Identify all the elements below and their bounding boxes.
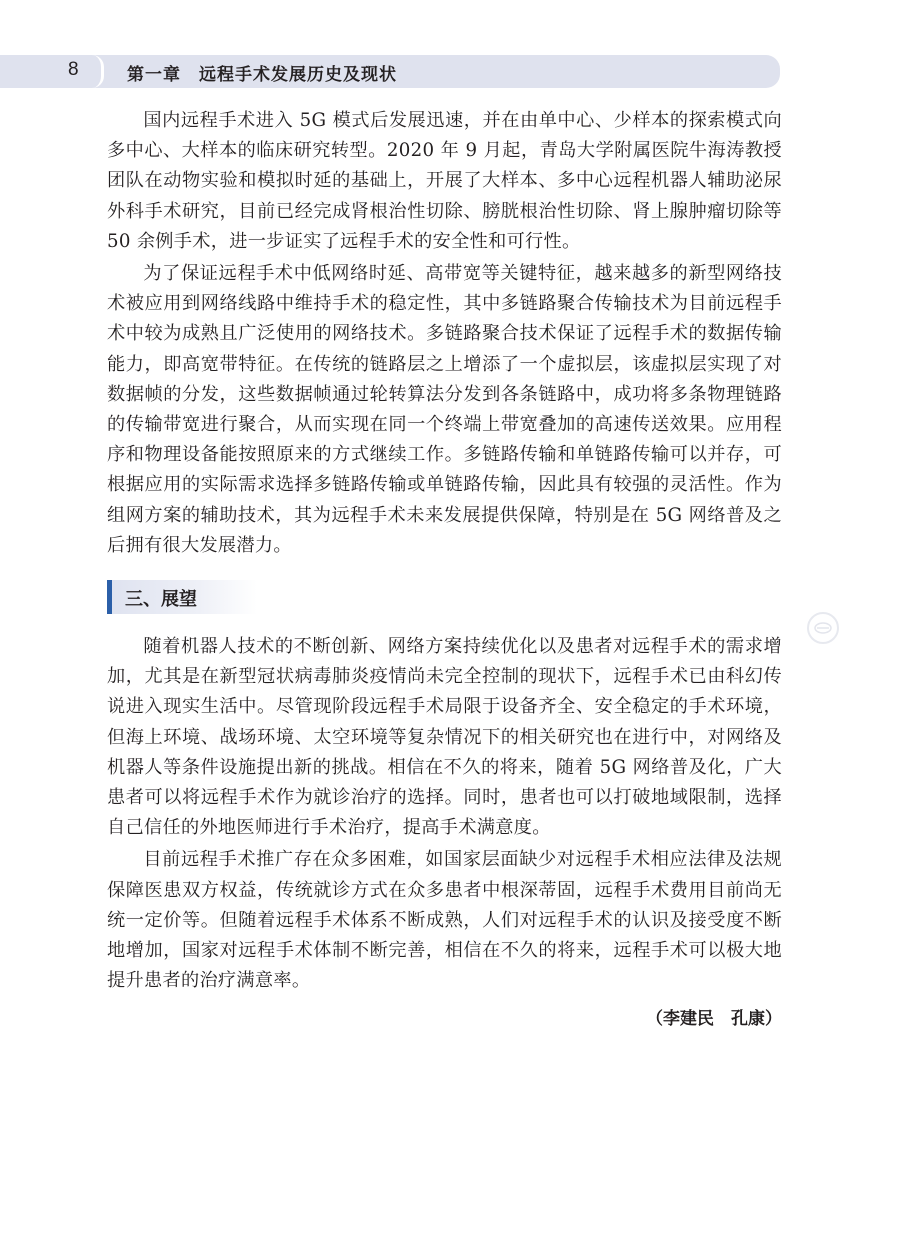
- page-body: [107, 106, 782, 1029]
- page-number: 8: [68, 59, 79, 80]
- paragraph-outlook: 随着机器人技术的不断创新、网络方案持续优化以及患者对远程手术的需求增加，尤其是在新型冠状病毒肺炎疫情尚未完全控制的现状下，远程手术已由科幻传说进入现实生活中。尽管现阶段远程手术局限于设备齐全、安全稳定的手术环境，但海上环境、战场环境、太空环境等复杂情况下的相关研究也在进行中，对网络及机器人等条件设施提出新的挑战。相信在不久的将来，随着 5G 网络普及化，广大患者可以将远程手术作为就诊治疗的选择。同时，患者也可以打破地域限制，选择自己信任的外地医师进行手术治疗，提高手术满意度。: [107, 636, 782, 839]
- author-credit: （李建民 孔康）: [646, 1009, 782, 1030]
- publisher-seal-icon-glyph: [813, 620, 833, 636]
- section-heading: 三、展望: [125, 589, 197, 611]
- paragraph-challenges: 目前远程手术推广存在众多困难，如国家层面缺少对远程手术相应法律及法规保障医患双方权益，传统就诊方式在众多患者中根深蒂固，远程手术费用目前尚无统一定价等。但随着远程手术体系不断成熟，人们对远程手术的认识及接受度不断地增加，国家对远程手术体制不断完善，相信在不久的将来，远程手术可以极大地提升患者的治疗满意率。: [107, 849, 782, 992]
- paragraph-5g-development: 国内远程手术进入 5G 模式后发展迅速，并在由单中心、少样本的探索模式向多中心、大样本的临床研究转型。2020 年 9 月起，青岛大学附属医院牛海涛教授团队在动物实验和模拟时延的基础上，开展了大样本、多中心远程机器人辅助泌尿外科手术研究，目前已经完成肾根治性切除、膀胱根治性切除、肾上腺肿瘤切除等 50 余例手术，进一步证实了远程手术的安全性和可行性。: [107, 110, 782, 252]
- running-header: [0, 55, 780, 88]
- section-heading-bar: [107, 580, 257, 614]
- paragraph-multilink-aggregation: 为了保证远程手术中低网络时延、高带宽等关键特征，越来越多的新型网络技术被应用到网络线路中维持手术的稳定性，其中多链路聚合传输技术为目前远程手术中较为成熟且广泛使用的网络技术。多链路聚合技术保证了远程手术的数据传输能力，即高宽带特征。在传统的链路层之上增添了一个虚拟层，该虚拟层实现了对数据帧的分发，这些数据帧通过轮转算法分发到各条链路中，成功将多条物理链路的传输带宽进行聚合，从而实现在同一个终端上带宽叠加的高速传送效果。应用程序和物理设备能按照原来的方式继续工作。多链路传输和单链路传输可以并存，可根据应用的实际需求选择多链路传输或单链路传输，因此具有较强的灵活性。作为组网方案的辅助技术，其为远程手术未来发展提供保障，特别是在 5G 网络普及之后拥有很大发展潜力。: [107, 263, 782, 556]
- chapter-title: 第一章 远程手术发展历史及现状: [127, 65, 397, 85]
- section-heading-block: [107, 580, 782, 614]
- page-number-tab: [0, 55, 104, 88]
- publisher-seal-icon: [807, 612, 839, 644]
